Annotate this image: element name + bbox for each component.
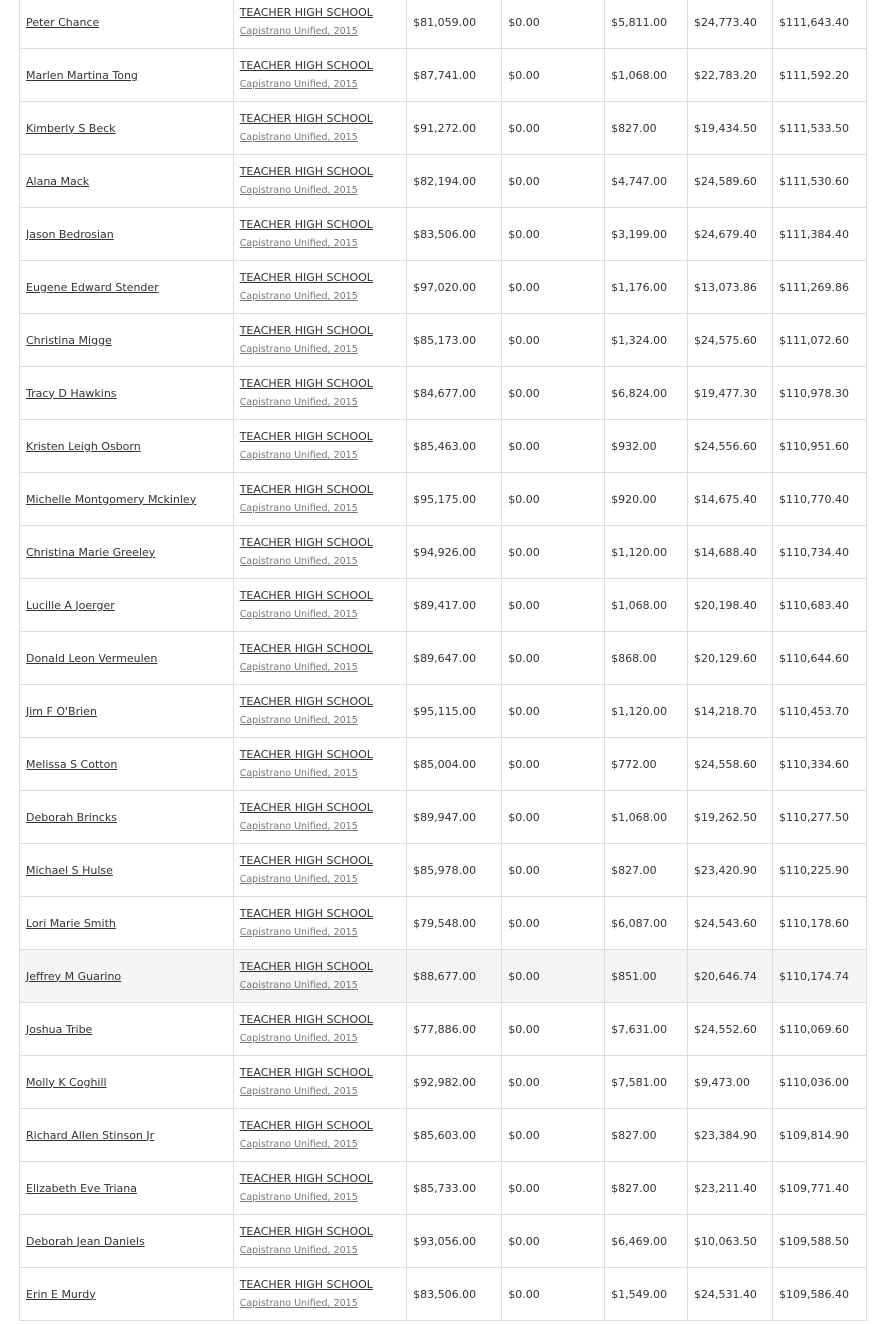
agency-year-link[interactable]: Capistrano Unified, 2015 [239, 503, 358, 514]
total-pay-cell: $110,951.60 [772, 420, 866, 473]
employee-name-link[interactable]: Lucille A Joerger [26, 598, 115, 612]
job-cell [233, 1162, 406, 1215]
benefits-cell: $23,384.90 [687, 1109, 772, 1162]
regular-pay-cell: $94,926.00 [407, 526, 502, 579]
table-row [20, 1215, 867, 1268]
total-pay-cell: $110,036.00 [772, 1056, 866, 1109]
other-pay-cell: $1,120.00 [605, 685, 688, 738]
salary-table-wrapper [19, 0, 867, 1321]
table-row [20, 1109, 867, 1162]
agency-year-link[interactable]: Capistrano Unified, 2015 [239, 397, 358, 408]
table-row [20, 420, 867, 473]
total-pay-cell: $111,533.50 [772, 102, 866, 155]
overtime-pay-cell: $0.00 [502, 261, 605, 314]
employee-name-cell [20, 526, 234, 579]
other-pay-cell: $932.00 [605, 420, 688, 473]
table-row [20, 367, 867, 420]
employee-name-cell [20, 261, 234, 314]
other-pay-cell: $7,581.00 [605, 1056, 688, 1109]
total-pay-cell: $110,178.60 [772, 897, 866, 950]
employee-name-link[interactable]: Tracy D Hawkins [26, 386, 117, 400]
overtime-pay-cell: $0.00 [502, 791, 605, 844]
total-pay-cell: $111,530.60 [772, 155, 866, 208]
overtime-pay-cell: $0.00 [502, 155, 605, 208]
regular-pay-cell: $81,059.00 [407, 0, 502, 49]
benefits-cell: $19,477.30 [687, 367, 772, 420]
agency-year-link[interactable]: Capistrano Unified, 2015 [239, 1086, 358, 1097]
agency-year-link[interactable]: Capistrano Unified, 2015 [239, 556, 358, 567]
employee-name-cell [20, 950, 234, 1003]
table-row [20, 579, 867, 632]
agency-year-link[interactable]: Capistrano Unified, 2015 [239, 26, 358, 37]
employee-name-cell [20, 738, 234, 791]
table-row [20, 102, 867, 155]
total-pay-cell: $110,734.40 [772, 526, 866, 579]
job-title-link[interactable]: TEACHER HIGH SCHOOL [239, 536, 373, 549]
table-row [20, 632, 867, 685]
table-row [20, 261, 867, 314]
other-pay-cell: $4,747.00 [605, 155, 688, 208]
job-title-link[interactable]: TEACHER HIGH SCHOOL [239, 695, 373, 708]
job-cell [233, 420, 406, 473]
other-pay-cell: $6,469.00 [605, 1215, 688, 1268]
employee-name-link[interactable]: Marlen Martina Tong [26, 68, 138, 82]
employee-name-link[interactable]: Peter Chance [26, 15, 100, 29]
job-title-link[interactable]: TEACHER HIGH SCHOOL [239, 6, 373, 19]
job-title-link[interactable]: TEACHER HIGH SCHOOL [239, 218, 373, 231]
overtime-pay-cell: $0.00 [502, 0, 605, 49]
salary-table [19, 0, 867, 1321]
job-title-link[interactable]: TEACHER HIGH SCHOOL [239, 748, 373, 761]
agency-year-link[interactable]: Capistrano Unified, 2015 [239, 874, 358, 885]
agency-year-link[interactable]: Capistrano Unified, 2015 [239, 980, 358, 991]
table-row [20, 897, 867, 950]
job-cell [233, 1109, 406, 1162]
overtime-pay-cell: $0.00 [502, 473, 605, 526]
regular-pay-cell: $89,947.00 [407, 791, 502, 844]
employee-name-cell [20, 1003, 234, 1056]
agency-year-link[interactable]: Capistrano Unified, 2015 [239, 450, 358, 461]
benefits-cell: $24,552.60 [687, 1003, 772, 1056]
employee-name-cell [20, 1109, 234, 1162]
agency-year-link[interactable]: Capistrano Unified, 2015 [239, 1298, 358, 1309]
job-cell [233, 1003, 406, 1056]
regular-pay-cell: $93,056.00 [407, 1215, 502, 1268]
job-title-link[interactable]: TEACHER HIGH SCHOOL [239, 1119, 373, 1132]
employee-name-cell [20, 102, 234, 155]
other-pay-cell: $827.00 [605, 844, 688, 897]
total-pay-cell: $110,174.74 [772, 950, 866, 1003]
regular-pay-cell: $92,982.00 [407, 1056, 502, 1109]
agency-year-link[interactable]: Capistrano Unified, 2015 [239, 1245, 358, 1256]
total-pay-cell: $111,384.40 [772, 208, 866, 261]
benefits-cell: $20,198.40 [687, 579, 772, 632]
table-row [20, 791, 867, 844]
benefits-cell: $24,589.60 [687, 155, 772, 208]
employee-name-link[interactable]: Deborah Jean Daniels [26, 1234, 145, 1248]
agency-year-link[interactable]: Capistrano Unified, 2015 [239, 291, 358, 302]
employee-name-link[interactable]: Christina Marie Greeley [26, 545, 156, 559]
regular-pay-cell: $87,741.00 [407, 49, 502, 102]
employee-name-cell [20, 844, 234, 897]
employee-name-link[interactable]: Molly K Coghill [26, 1075, 107, 1089]
overtime-pay-cell: $0.00 [502, 420, 605, 473]
benefits-cell: $13,073.86 [687, 261, 772, 314]
total-pay-cell: $110,334.60 [772, 738, 866, 791]
table-body [20, 0, 867, 1321]
job-cell [233, 155, 406, 208]
regular-pay-cell: $85,463.00 [407, 420, 502, 473]
regular-pay-cell: $83,506.00 [407, 208, 502, 261]
employee-name-cell [20, 367, 234, 420]
table-row [20, 844, 867, 897]
other-pay-cell: $1,068.00 [605, 791, 688, 844]
job-title-link[interactable]: TEACHER HIGH SCHOOL [239, 59, 373, 72]
overtime-pay-cell: $0.00 [502, 632, 605, 685]
employee-name-link[interactable]: Eugene Edward Stender [26, 280, 159, 294]
job-cell [233, 1215, 406, 1268]
job-title-link[interactable]: TEACHER HIGH SCHOOL [239, 589, 373, 602]
agency-year-link[interactable]: Capistrano Unified, 2015 [239, 1139, 358, 1150]
table-row [20, 1003, 867, 1056]
other-pay-cell: $7,631.00 [605, 1003, 688, 1056]
employee-name-cell [20, 473, 234, 526]
job-title-link[interactable]: TEACHER HIGH SCHOOL [239, 483, 373, 496]
table-row [20, 526, 867, 579]
other-pay-cell: $827.00 [605, 1162, 688, 1215]
other-pay-cell: $1,068.00 [605, 579, 688, 632]
total-pay-cell: $109,586.40 [772, 1268, 866, 1321]
job-cell [233, 791, 406, 844]
job-cell [233, 102, 406, 155]
total-pay-cell: $110,978.30 [772, 367, 866, 420]
employee-name-cell [20, 208, 234, 261]
employee-name-cell [20, 632, 234, 685]
benefits-cell: $24,773.40 [687, 0, 772, 49]
overtime-pay-cell: $0.00 [502, 738, 605, 791]
regular-pay-cell: $88,677.00 [407, 950, 502, 1003]
overtime-pay-cell: $0.00 [502, 208, 605, 261]
job-cell [233, 367, 406, 420]
employee-name-link[interactable]: Donald Leon Vermeulen [26, 651, 158, 665]
regular-pay-cell: $84,677.00 [407, 367, 502, 420]
other-pay-cell: $851.00 [605, 950, 688, 1003]
benefits-cell: $24,679.40 [687, 208, 772, 261]
job-title-link[interactable]: TEACHER HIGH SCHOOL [239, 324, 373, 337]
total-pay-cell: $110,770.40 [772, 473, 866, 526]
job-title-link[interactable]: TEACHER HIGH SCHOOL [239, 960, 373, 973]
overtime-pay-cell: $0.00 [502, 1056, 605, 1109]
employee-name-link[interactable]: Kimberly S Beck [26, 121, 116, 135]
regular-pay-cell: $77,886.00 [407, 1003, 502, 1056]
job-title-link[interactable]: TEACHER HIGH SCHOOL [239, 1013, 373, 1026]
job-cell [233, 526, 406, 579]
regular-pay-cell: $85,978.00 [407, 844, 502, 897]
employee-name-link[interactable]: Elizabeth Eve Triana [26, 1181, 137, 1195]
regular-pay-cell: $85,733.00 [407, 1162, 502, 1215]
job-title-link[interactable]: TEACHER HIGH SCHOOL [239, 854, 373, 867]
other-pay-cell: $920.00 [605, 473, 688, 526]
employee-name-link[interactable]: Michelle Montgomery Mckinley [26, 492, 197, 506]
job-cell [233, 1056, 406, 1109]
job-cell [233, 738, 406, 791]
employee-name-cell [20, 420, 234, 473]
employee-name-link[interactable]: Michael S Hulse [26, 863, 113, 877]
other-pay-cell: $6,087.00 [605, 897, 688, 950]
job-cell [233, 685, 406, 738]
employee-name-cell [20, 155, 234, 208]
other-pay-cell: $868.00 [605, 632, 688, 685]
regular-pay-cell: $91,272.00 [407, 102, 502, 155]
other-pay-cell: $3,199.00 [605, 208, 688, 261]
overtime-pay-cell: $0.00 [502, 367, 605, 420]
overtime-pay-cell: $0.00 [502, 844, 605, 897]
job-cell [233, 844, 406, 897]
job-title-link[interactable]: TEACHER HIGH SCHOOL [239, 165, 373, 178]
job-cell [233, 1268, 406, 1321]
overtime-pay-cell: $0.00 [502, 685, 605, 738]
job-cell [233, 473, 406, 526]
table-row [20, 1268, 867, 1321]
overtime-pay-cell: $0.00 [502, 526, 605, 579]
table-row [20, 473, 867, 526]
job-cell [233, 261, 406, 314]
total-pay-cell: $109,771.40 [772, 1162, 866, 1215]
employee-name-link[interactable]: Deborah Brincks [26, 810, 117, 824]
other-pay-cell: $772.00 [605, 738, 688, 791]
overtime-pay-cell: $0.00 [502, 1162, 605, 1215]
table-row [20, 685, 867, 738]
employee-name-link[interactable]: Christina Migge [26, 333, 112, 347]
benefits-cell: $14,218.70 [687, 685, 772, 738]
agency-year-link[interactable]: Capistrano Unified, 2015 [239, 609, 358, 620]
agency-year-link[interactable]: Capistrano Unified, 2015 [239, 79, 358, 90]
benefits-cell: $20,646.74 [687, 950, 772, 1003]
job-title-link[interactable]: TEACHER HIGH SCHOOL [239, 642, 373, 655]
job-cell [233, 0, 406, 49]
regular-pay-cell: $82,194.00 [407, 155, 502, 208]
employee-name-link[interactable]: Joshua Tribe [26, 1022, 93, 1036]
regular-pay-cell: $83,506.00 [407, 1268, 502, 1321]
benefits-cell: $23,420.90 [687, 844, 772, 897]
employee-name-link[interactable]: Lori Marie Smith [26, 916, 116, 930]
job-cell [233, 897, 406, 950]
job-cell [233, 579, 406, 632]
job-cell [233, 49, 406, 102]
employee-name-cell [20, 0, 234, 49]
overtime-pay-cell: $0.00 [502, 897, 605, 950]
employee-name-cell [20, 1056, 234, 1109]
job-title-link[interactable]: TEACHER HIGH SCHOOL [239, 1172, 373, 1185]
benefits-cell: $14,675.40 [687, 473, 772, 526]
overtime-pay-cell: $0.00 [502, 950, 605, 1003]
job-title-link[interactable]: TEACHER HIGH SCHOOL [239, 112, 373, 125]
agency-year-link[interactable]: Capistrano Unified, 2015 [239, 185, 358, 196]
regular-pay-cell: $89,417.00 [407, 579, 502, 632]
total-pay-cell: $111,643.40 [772, 0, 866, 49]
overtime-pay-cell: $0.00 [502, 1003, 605, 1056]
agency-year-link[interactable]: Capistrano Unified, 2015 [239, 768, 358, 779]
table-row [20, 208, 867, 261]
table-row-hovered [20, 950, 867, 1003]
other-pay-cell: $1,176.00 [605, 261, 688, 314]
benefits-cell: $24,531.40 [687, 1268, 772, 1321]
job-title-link[interactable]: TEACHER HIGH SCHOOL [239, 907, 373, 920]
agency-year-link[interactable]: Capistrano Unified, 2015 [239, 1192, 358, 1203]
regular-pay-cell: $97,020.00 [407, 261, 502, 314]
agency-year-link[interactable]: Capistrano Unified, 2015 [239, 132, 358, 143]
employee-name-link[interactable]: Melissa S Cotton [26, 757, 118, 771]
employee-name-cell [20, 791, 234, 844]
benefits-cell: $24,556.60 [687, 420, 772, 473]
job-title-link[interactable]: TEACHER HIGH SCHOOL [239, 801, 373, 814]
employee-name-link[interactable]: Alana Mack [26, 174, 90, 188]
job-title-link[interactable]: TEACHER HIGH SCHOOL [239, 1225, 373, 1238]
employee-name-cell [20, 579, 234, 632]
total-pay-cell: $110,069.60 [772, 1003, 866, 1056]
total-pay-cell: $109,814.90 [772, 1109, 866, 1162]
regular-pay-cell: $95,115.00 [407, 685, 502, 738]
employee-name-cell [20, 314, 234, 367]
total-pay-cell: $109,588.50 [772, 1215, 866, 1268]
overtime-pay-cell: $0.00 [502, 1109, 605, 1162]
agency-year-link[interactable]: Capistrano Unified, 2015 [239, 344, 358, 355]
overtime-pay-cell: $0.00 [502, 579, 605, 632]
table-row [20, 0, 867, 49]
agency-year-link[interactable]: Capistrano Unified, 2015 [239, 238, 358, 249]
benefits-cell: $19,262.50 [687, 791, 772, 844]
regular-pay-cell: $85,603.00 [407, 1109, 502, 1162]
employee-name-cell [20, 1215, 234, 1268]
overtime-pay-cell: $0.00 [502, 1215, 605, 1268]
overtime-pay-cell: $0.00 [502, 1268, 605, 1321]
total-pay-cell: $110,644.60 [772, 632, 866, 685]
total-pay-cell: $111,269.86 [772, 261, 866, 314]
employee-name-link[interactable]: Erin E Murdy [26, 1287, 96, 1301]
total-pay-cell: $111,592.20 [772, 49, 866, 102]
job-title-link[interactable]: TEACHER HIGH SCHOOL [239, 1066, 373, 1079]
benefits-cell: $24,558.60 [687, 738, 772, 791]
benefits-cell: $24,575.60 [687, 314, 772, 367]
total-pay-cell: $110,453.70 [772, 685, 866, 738]
other-pay-cell: $6,824.00 [605, 367, 688, 420]
regular-pay-cell: $79,548.00 [407, 897, 502, 950]
benefits-cell: $9,473.00 [687, 1056, 772, 1109]
overtime-pay-cell: $0.00 [502, 102, 605, 155]
table-row [20, 1162, 867, 1215]
job-cell [233, 208, 406, 261]
agency-year-link[interactable]: Capistrano Unified, 2015 [239, 821, 358, 832]
other-pay-cell: $5,811.00 [605, 0, 688, 49]
table-row [20, 738, 867, 791]
employee-name-cell [20, 1268, 234, 1321]
table-row [20, 49, 867, 102]
regular-pay-cell: $85,004.00 [407, 738, 502, 791]
regular-pay-cell: $95,175.00 [407, 473, 502, 526]
regular-pay-cell: $89,647.00 [407, 632, 502, 685]
benefits-cell: $14,688.40 [687, 526, 772, 579]
employee-name-cell [20, 685, 234, 738]
employee-name-link[interactable]: Jeffrey M Guarino [26, 969, 122, 983]
total-pay-cell: $110,683.40 [772, 579, 866, 632]
other-pay-cell: $827.00 [605, 102, 688, 155]
agency-year-link[interactable]: Capistrano Unified, 2015 [239, 715, 358, 726]
job-cell [233, 950, 406, 1003]
job-cell [233, 632, 406, 685]
benefits-cell: $10,063.50 [687, 1215, 772, 1268]
agency-year-link[interactable]: Capistrano Unified, 2015 [239, 1033, 358, 1044]
employee-name-cell [20, 49, 234, 102]
job-title-link[interactable]: TEACHER HIGH SCHOOL [239, 377, 373, 390]
job-title-link[interactable]: TEACHER HIGH SCHOOL [239, 1278, 373, 1291]
total-pay-cell: $110,225.90 [772, 844, 866, 897]
employee-name-link[interactable]: Jim F O'Brien [26, 704, 97, 718]
regular-pay-cell: $85,173.00 [407, 314, 502, 367]
total-pay-cell: $111,072.60 [772, 314, 866, 367]
agency-year-link[interactable]: Capistrano Unified, 2015 [239, 662, 358, 673]
employee-name-cell [20, 1162, 234, 1215]
benefits-cell: $23,211.40 [687, 1162, 772, 1215]
other-pay-cell: $1,549.00 [605, 1268, 688, 1321]
employee-name-link[interactable]: Jason Bedrosian [26, 227, 114, 241]
overtime-pay-cell: $0.00 [502, 314, 605, 367]
total-pay-cell: $110,277.50 [772, 791, 866, 844]
job-title-link[interactable]: TEACHER HIGH SCHOOL [239, 271, 373, 284]
job-title-link[interactable]: TEACHER HIGH SCHOOL [239, 430, 373, 443]
overtime-pay-cell: $0.00 [502, 49, 605, 102]
benefits-cell: $24,543.60 [687, 897, 772, 950]
other-pay-cell: $1,068.00 [605, 49, 688, 102]
table-row [20, 155, 867, 208]
other-pay-cell: $1,120.00 [605, 526, 688, 579]
other-pay-cell: $1,324.00 [605, 314, 688, 367]
employee-name-cell [20, 897, 234, 950]
other-pay-cell: $827.00 [605, 1109, 688, 1162]
job-cell [233, 314, 406, 367]
benefits-cell: $22,783.20 [687, 49, 772, 102]
benefits-cell: $20,129.60 [687, 632, 772, 685]
employee-name-link[interactable]: Richard Allen Stinson Jr [26, 1128, 155, 1142]
benefits-cell: $19,434.50 [687, 102, 772, 155]
agency-year-link[interactable]: Capistrano Unified, 2015 [239, 927, 358, 938]
table-row [20, 314, 867, 367]
table-row [20, 1056, 867, 1109]
employee-name-link[interactable]: Kristen Leigh Osborn [26, 439, 141, 453]
